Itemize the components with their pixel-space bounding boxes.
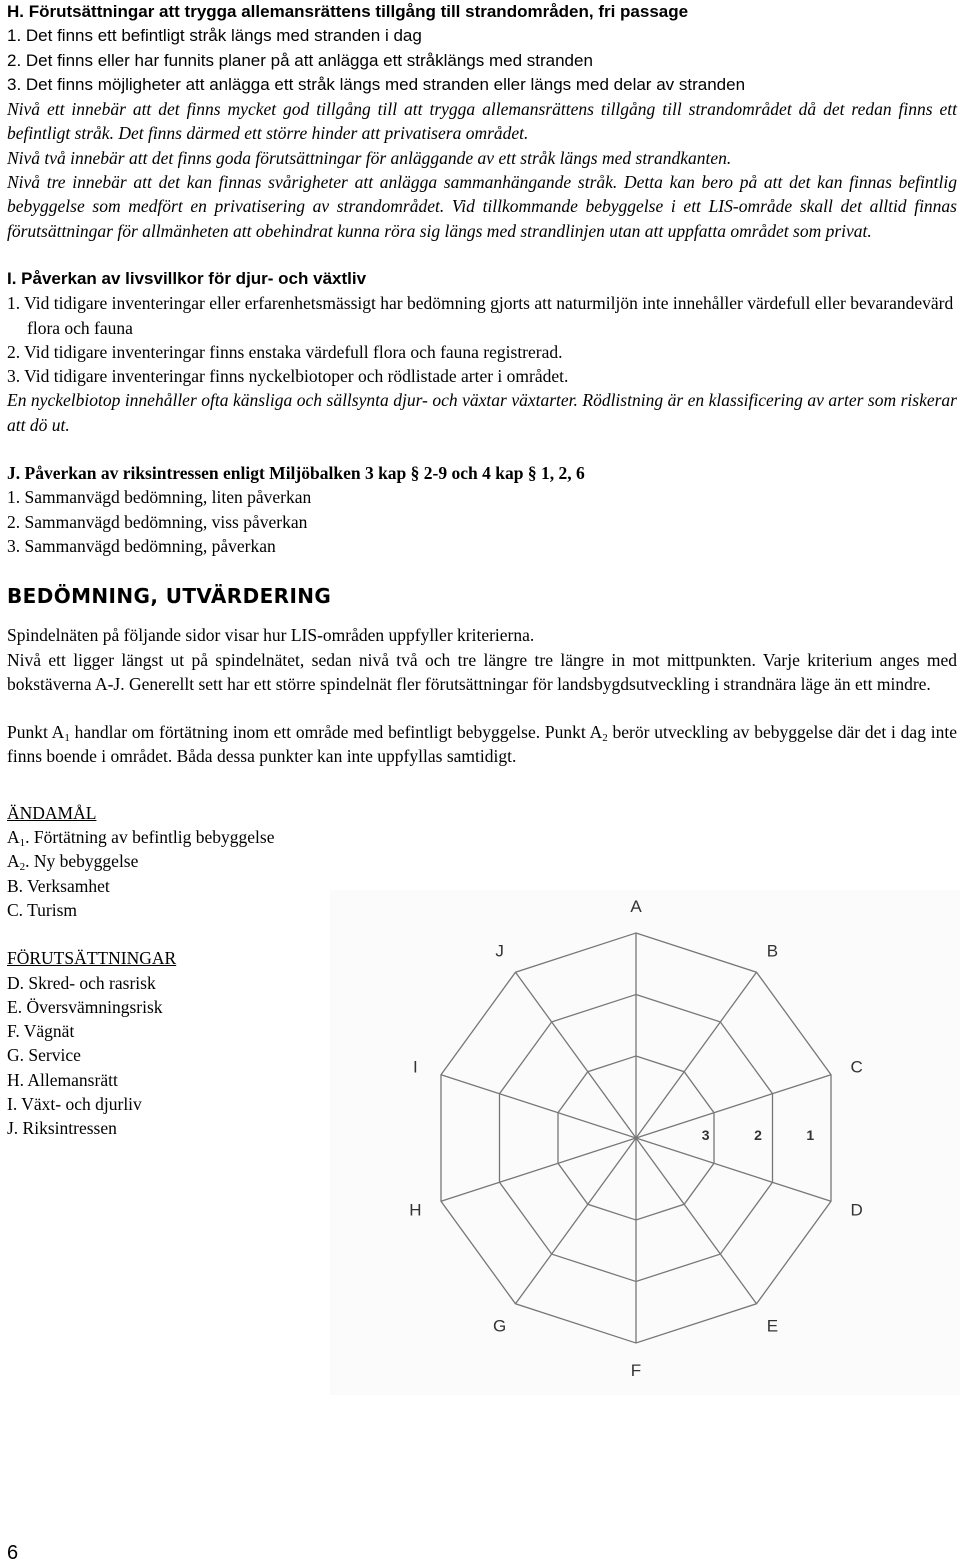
- condition-d: D. Skred- och rasrisk: [7, 972, 156, 993]
- section-h-heading: H. Förutsättningar att trygga allemansrättens tillgång till strandområden, fri passage: [7, 2, 689, 21]
- assessment-p2: Nivå ett ligger längst ut på spindelnätet, sedan nivå två och tre längre tre längre in mot mittpunkten. Varje kriterium anges med bokstäverna A-J. Generellt sett har ett större spindelnät fler förutsättningar för landsbygdsutveckling i strandnära läge än ett mindre.: [7, 649, 957, 694]
- section-i-item-1: 1. Vid tidigare inventeringar eller erfarenhetsmässigt har bedömning gjorts att naturmiljön inte innehåller värdefull eller bevarandevärd flora och fauna: [7, 293, 954, 338]
- condition-f: F. Vägnät: [7, 1021, 75, 1042]
- web-axis-label-i: I: [413, 1057, 418, 1077]
- section-i-item-3: 3. Vid tidigare inventeringar finns nyckelbiotoper och rödlistade arter i området.: [7, 366, 569, 387]
- section-h-item-3: 3. Det finns möjligheter att anlägga ett stråk längs med stranden eller längs med delar av stranden: [7, 74, 746, 94]
- assessment-title: BEDÖMNING, UTVÄRDERING: [7, 584, 332, 609]
- section-h-item-1: 1. Det finns ett befintligt stråk längs med stranden i dag: [7, 26, 422, 46]
- condition-e: E. Översvämningsrisk: [7, 996, 163, 1017]
- section-h: [7, 0, 957, 97]
- section-i-item-2: 2. Vid tidigare inventeringar finns enstaka värdefull flora och fauna registrerad.: [7, 341, 563, 362]
- section-j-heading: J. Påverkan av riksintressen enligt Miljöbalken 3 kap § 2-9 och 4 kap § 1, 2, 6: [7, 463, 585, 484]
- section-j-item-2: 2. Sammanvägd bedömning, viss påverkan: [7, 511, 308, 532]
- conditions-title: FÖRUTSÄTTNINGAR: [7, 948, 177, 969]
- assessment-p3: Punkt $A_1$ handlar om förtätning inom ett område med befintligt bebyggelse. Punkt $A_2$ berör utveckling av bebyggelse där det i dag inte finns boende i området. Båda dessa punkter kan inte uppfyllas samtidigt.: [7, 722, 957, 767]
- purpose-a1: $A_1$. Förtätning av befintlig bebyggelse: [7, 827, 275, 850]
- web-level-label-3: 3: [701, 1127, 710, 1143]
- web-level-label-1: 1: [806, 1127, 815, 1143]
- condition-i: I. Växt- och djurliv: [7, 1093, 142, 1114]
- web-axis-label-a: A: [630, 897, 642, 916]
- web-level-label-2: 2: [754, 1127, 762, 1143]
- section-j-item-3: 3. Sammanvägd bedömning, påverkan: [7, 535, 276, 556]
- web-axis-label-c: C: [850, 1057, 863, 1077]
- assessment-p1: Spindelnäten på följande sidor visar hur LIS-områden uppfyller kriterierna.: [7, 625, 535, 646]
- section-h-italic-1: Nivå ett innebär att det finns mycket god tillgång till att trygga allemansrättens tillgång till strandområdet då det redan finns ett befintligt stråk. Det finns därmed ett större hinder att privatisera området.: [7, 99, 957, 144]
- web-axis-label-e: E: [766, 1316, 779, 1336]
- section-h-item-2: 2. Det finns eller har funnits planer på att anlägga ett stråklängs med stranden: [7, 50, 593, 70]
- condition-j: J. Riksintressen: [7, 1118, 117, 1139]
- condition-h: H. Allemansrätt: [7, 1069, 118, 1090]
- web-axis-label-h: H: [409, 1200, 422, 1220]
- section-i-heading: I. Påverkan av livsvillkor för djur- och växtliv: [7, 268, 367, 288]
- section-h-italic-3: Nivå tre innebär att det kan finnas svårigheter att anlägga sammanhängande stråk. Detta kan bero på att det kan finnas befintlig bebyggelse som medfört en privatisering av strandområdet. Vid tillkommande bebyggelse i ett LIS-område skall det alltid finnas förutsättningar för allmänheten att obehindrat kunna röra sig längs med strandlinjen utan att uppfatta området som privat.: [7, 172, 957, 241]
- section-i-italic: En nyckelbiotop innehåller ofta känsliga och sällsynta djur- och växtar växtarter. Rödlistning är en klassificering av arter som riskerar att dö ut.: [7, 390, 957, 435]
- purpose-a2: $A_2$. Ny bebyggelse: [7, 851, 139, 874]
- spider-web-chart: [330, 890, 960, 1395]
- purpose-c: C. Turism: [7, 899, 78, 920]
- section-h-italic-2: Nivå två innebär att det finns goda förutsättningar för anläggande av ett stråk längs med strandkanten.: [7, 147, 732, 168]
- purpose-title: ÄNDAMÅL: [7, 802, 97, 823]
- web-axis-label-g: G: [492, 1316, 507, 1336]
- section-j-item-1: 1. Sammanvägd bedömning, liten påverkan: [7, 487, 312, 508]
- chart-background: [330, 890, 960, 1395]
- web-axis-label-d: D: [850, 1200, 863, 1220]
- purpose-b: B. Verksamhet: [7, 875, 110, 896]
- web-axis-label-f: F: [630, 1361, 642, 1380]
- condition-g: G. Service: [7, 1045, 81, 1066]
- web-axis-label-j: J: [495, 941, 504, 961]
- web-axis-label-b: B: [766, 941, 779, 961]
- page-number: 6: [7, 1542, 19, 1564]
